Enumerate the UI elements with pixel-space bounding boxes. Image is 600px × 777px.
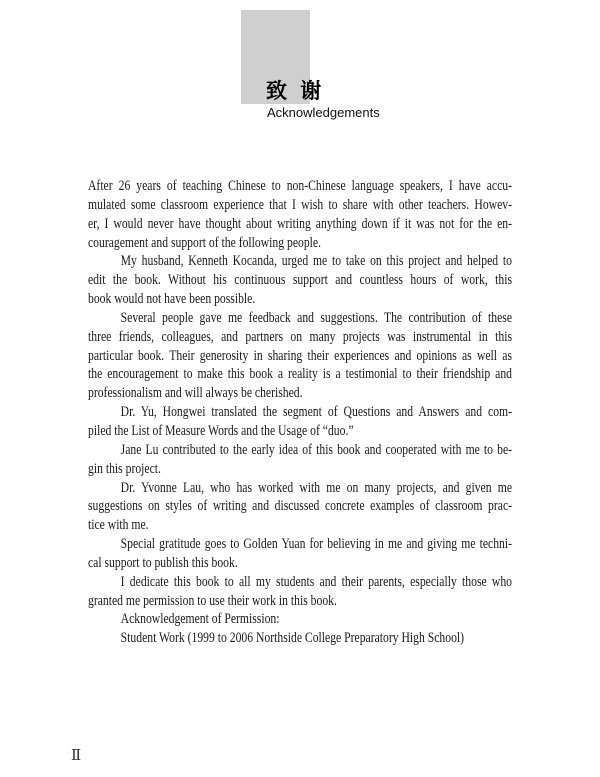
- page-title-english: Acknowledgements: [267, 105, 380, 120]
- text-line: gin this project.: [88, 460, 161, 477]
- text-line: My husband, Kenneth Kocanda, urged me to take on this project and helped to: [120, 253, 513, 270]
- text-line: three friends, colleagues, and partners on many projects was instrumental in this: [88, 328, 513, 345]
- text-line: book would not have been possible.: [88, 291, 256, 308]
- text-line: mulated some classroom experience that I wish to share with other teachers. Howev-: [88, 196, 513, 213]
- text-line: Acknowledgement of Permission:: [120, 611, 280, 628]
- text-line: particular book. Their generosity in sharing their experiences and opinions as well as: [88, 347, 513, 364]
- page-number: Ⅱ: [71, 746, 82, 764]
- paragraph: [88, 629, 512, 648]
- paragraph: [88, 479, 512, 536]
- paragraph: [88, 177, 512, 252]
- paragraph: [88, 403, 512, 441]
- text-line: edit the book. Without his continuous support and countless hours of work, this: [88, 272, 513, 289]
- text-line: er, I would never have thought about writing anything down if it was not for the en-: [88, 215, 513, 232]
- text-line: piled the List of Measure Words and the Usage of “duo.”: [88, 422, 354, 439]
- text-line: couragement and support of the following people.: [88, 234, 322, 251]
- text-line: I dedicate this book to all my students and their parents, especially those who: [120, 573, 513, 590]
- paragraph: [88, 309, 512, 403]
- text-line: cal support to publish this book.: [88, 554, 238, 571]
- text-line: After 26 years of teaching Chinese to non-Chinese language speakers, I have accu-: [88, 178, 513, 194]
- text-line: Dr. Yvonne Lau, who has worked with me on many projects, and given me: [120, 479, 513, 496]
- text-line: Several people gave me feedback and suggestions. The contribution of these: [120, 309, 513, 326]
- acknowledgements-text: [88, 177, 512, 648]
- paragraph: [88, 573, 512, 611]
- text-line: granted me permission to use their work in this book.: [88, 592, 337, 609]
- text-line: Special gratitude goes to Golden Yuan for believing in me and giving me techni-: [120, 536, 513, 553]
- paragraph: [88, 441, 512, 479]
- paragraph: [88, 610, 512, 629]
- text-line: professionalism and will always be cherished.: [88, 385, 303, 402]
- paragraph: [88, 252, 512, 309]
- text-line: Dr. Yu, Hongwei translated the segment of Questions and Answers and com-: [120, 404, 513, 421]
- text-line: the encouragement to make this book a reality is a testimonial to their friendship and: [88, 366, 513, 383]
- text-line: Jane Lu contributed to the early idea of this book and cooperated with me to be-: [120, 441, 513, 458]
- text-line: suggestions on styles of writing and discussed concrete examples of classroom prac-: [88, 498, 513, 515]
- paragraph: [88, 535, 512, 573]
- page-title-cjk: 致 谢: [266, 78, 325, 103]
- text-line: Student Work (1999 to 2006 Northside College Preparatory High School): [120, 630, 465, 647]
- text-line: tice with me.: [88, 517, 149, 534]
